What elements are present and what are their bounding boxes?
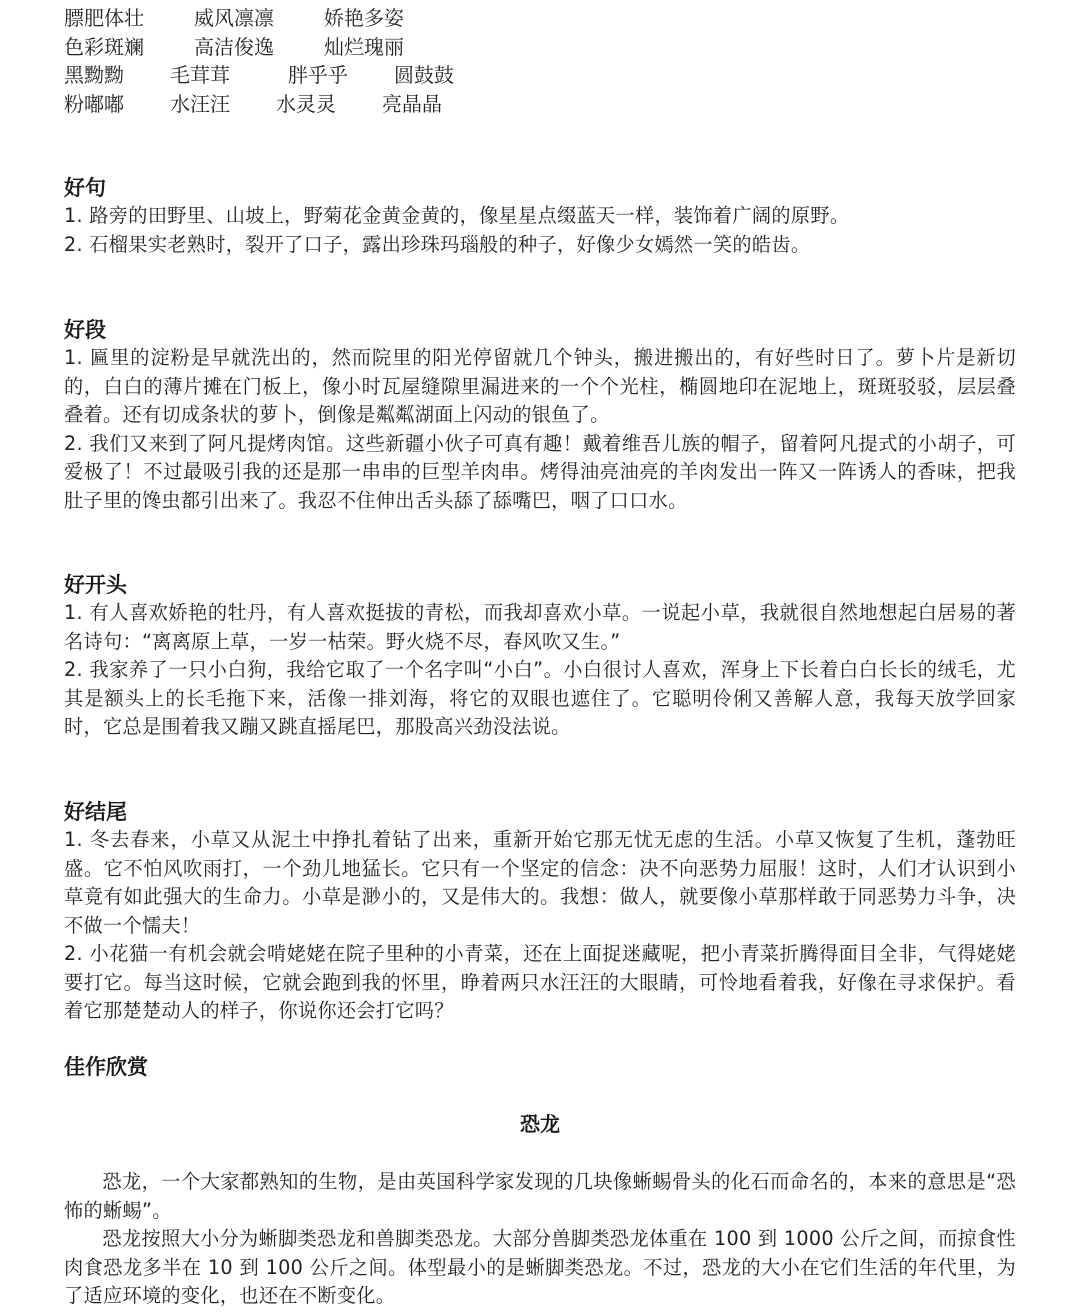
vocab-word: 色彩斑斓 (64, 34, 144, 59)
essay-paragraph: 恐龙，一个大家都熟知的生物，是由英国科学家发现的几块像蜥蜴骨头的化石而命名的，本来的意思是“恐怖的蜥蜴”。 (64, 1170, 1016, 1222)
section-heading-good-paragraphs: 好段 (64, 318, 106, 342)
list-item: 2. 我家养了一只小白狗，我给它取了一个名字叫“小白”。小白很讨人喜欢，浑身上下长着白白长长的绒毛，尤其是额头上的长毛拖下来，活像一排刘海，将它的双眼也遮住了。它聪明伶俐又善解人意，我每天放学回家时，它总是围着我又蹦又跳直摇尾巴，那股高兴劲没法说。 (64, 658, 1016, 738)
list-item: 1. 有人喜欢娇艳的牡丹，有人喜欢挺拔的青松，而我却喜欢小草。一说起小草，我就很自然地想起白居易的著名诗句：“离离原上草，一岁一枯荣。野火烧不尽，春风吹又生。” (64, 601, 1016, 653)
list-item: 2. 小花猫一有机会就会啃姥姥在院子里种的小青菜，还在上面捉迷藏呢，把小青菜折腾得面目全非，气得姥姥要打它。每当这时候，它就会跑到我的怀里，睁着两只水汪汪的大眼睛，可怜地看着我，好像在寻求保护。看着它那楚楚动人的样子，你说你还会打它吗？ (64, 942, 1016, 1022)
vocab-row (64, 33, 454, 62)
vocab-word: 胖乎乎 (288, 63, 348, 87)
essay-paragraph: 恐龙按照大小分为蜥脚类恐龙和兽脚类恐龙。大部分兽脚类恐龙体重在 100 到 1000 公斤之间，而掠食性肉食恐龙多半在 10 到 100 公斤之间。体型最小的是蜥脚类恐龙。不过，恐龙的大小在它们生活的年代里，为了适应环境的变化，也还在不断变化。 (64, 1227, 1016, 1307)
good-sentences-list (64, 202, 1016, 259)
vocab-word: 水汪汪 (170, 91, 230, 116)
vocab-word: 亮晶晶 (382, 91, 442, 116)
vocab-word: 毛茸茸 (170, 63, 230, 87)
list-item: 1. 匾里的淀粉是早就洗出的，然而院里的阳光停留就几个钟头，搬进搬出的，有好些时日了。萝卜片是新切的，白白的薄片摊在门板上，像小时瓦屋缝隙里漏进来的一个个光柱，椭圆地印在泥地上，斑斑驳驳，层层叠叠着。还有切成条状的萝卜，倒像是粼粼湖面上闪动的银鱼了。 (64, 346, 1016, 426)
good-openings-list (64, 599, 1016, 742)
vocab-word: 圆鼓鼓 (394, 63, 454, 87)
vocab-word: 威风凛凛 (194, 6, 274, 30)
section-heading-good-sentences: 好句 (64, 176, 106, 200)
good-paragraphs-list (64, 344, 1016, 515)
vocabulary-list (64, 4, 454, 118)
vocab-word: 膘肥体壮 (64, 6, 144, 30)
list-item: 1. 冬去春来，小草又从泥土中挣扎着钻了出来，重新开始它那无忧无虑的生活。小草又恢复了生机，蓬勃旺盛。它不怕风吹雨打，一个劲儿地猛长。它只有一个坚定的信念：决不向恶势力屈服！这时，人们才认识到小草竟有如此强大的生命力。小草是渺小的，又是伟大的。我想：做人，就要像小草那样敢于同恶势力斗争，决不做一个懦夫！ (64, 828, 1016, 937)
good-endings-list (64, 826, 1016, 1026)
vocab-row (64, 4, 454, 33)
vocab-row (64, 61, 454, 90)
vocab-row (64, 90, 454, 119)
vocab-word: 高洁俊逸 (194, 34, 274, 59)
section-heading-good-endings: 好结尾 (64, 800, 127, 824)
vocab-word: 娇艳多姿 (324, 6, 404, 30)
section-heading-appreciation: 佳作欣赏 (64, 1055, 148, 1079)
essay-title: 恐龙 (520, 1112, 560, 1136)
list-item: 2. 石榴果实老熟时，裂开了口子，露出珍珠玛瑙般的种子，好像少女嫣然一笑的皓齿。 (64, 232, 811, 256)
vocab-word: 灿烂瑰丽 (324, 34, 404, 59)
essay-body (64, 1168, 1016, 1311)
section-heading-good-openings: 好开头 (64, 573, 127, 597)
vocab-word: 粉嘟嘟 (64, 91, 124, 116)
list-item: 1. 路旁的田野里、山坡上，野菊花金黄金黄的，像星星点缀蓝天一样，装饰着广阔的原野。 (64, 204, 850, 227)
list-item: 2. 我们又来到了阿凡提烤肉馆。这些新疆小伙子可真有趣！戴着维吾儿族的帽子，留着阿凡提式的小胡子，可爱极了！不过最吸引我的还是那一串串的巨型羊肉串。烤得油亮油亮的羊肉发出一阵又一阵诱人的香味，把我肚子里的馋虫都引出来了。我忍不住伸出舌头舔了舔嘴巴，咽了口口水。 (64, 431, 1016, 512)
vocab-word: 水灵灵 (276, 91, 336, 116)
vocab-word: 黑黝黝 (64, 63, 124, 87)
